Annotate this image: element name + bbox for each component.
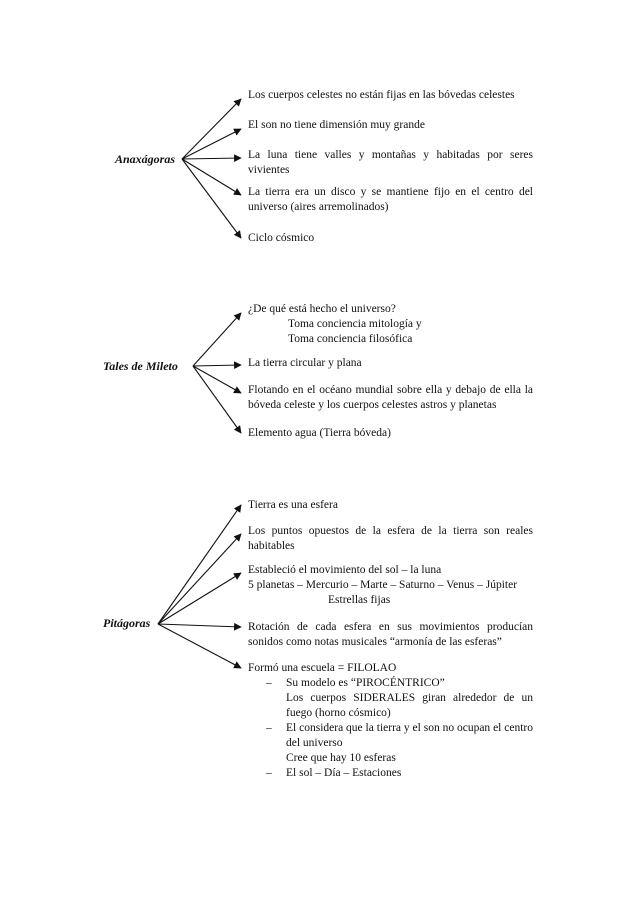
arrow-tales-4	[193, 366, 241, 433]
filolao-list-item	[266, 766, 533, 781]
filolao-list-item	[266, 676, 533, 721]
pitagoras-item-1: Tierra es una esfera	[248, 499, 338, 511]
filolao-list	[248, 676, 533, 781]
pitagoras-item-2: Los puntos opuestos de la esfera de la tierra son reales habitables	[248, 525, 533, 552]
source-anaxagoras: Anaxágoras	[115, 152, 176, 166]
anaxagoras-item-1: Los cuerpos celestes no están fijas en las bóvedas celestes	[248, 89, 515, 101]
arrow-pitagoras-4	[158, 624, 241, 627]
arrow-anaxagoras-2	[182, 129, 241, 159]
pitagoras-item-3-line-1: Estableció el movimiento del sol – la luna	[248, 564, 442, 576]
arrow-anaxagoras-1	[182, 99, 241, 159]
arrow-anaxagoras-4	[182, 159, 241, 195]
filolao-item-1: Su modelo es “PIROCÉNTRICO”	[286, 677, 445, 689]
arrow-pitagoras-3	[158, 573, 241, 624]
filolao-item-2-detail: Cree que hay 10 esferas	[286, 752, 396, 764]
anaxagoras-item-4: La tierra era un disco y se mantiene fijo en el centro del universo (aires arremolinados)	[248, 186, 533, 213]
filolao-list-item	[266, 721, 533, 766]
anaxagoras-item-5: Ciclo cósmico	[248, 232, 315, 244]
arrow-pitagoras-2	[158, 534, 241, 624]
arrow-tales-3	[193, 366, 241, 393]
arrow-anaxagoras-5	[182, 159, 241, 238]
filolao-item-1-detail: Los cuerpos SIDERALES giran alrededor de un fuego (horno cósmico)	[286, 692, 533, 719]
arrow-anaxagoras-3	[182, 158, 241, 159]
filolao-item-3: El sol – Día – Estaciones	[286, 767, 402, 779]
pitagoras-item-3-line-3: Estrellas fijas	[328, 594, 391, 606]
tales-item-1-line-3: Toma conciencia filosófica	[288, 333, 413, 345]
pitagoras-item-3-line-2: 5 planetas – Mercurio – Marte – Saturno – Venus – Júpiter	[248, 579, 518, 591]
dash-bullet: –	[266, 767, 272, 779]
anaxagoras-item-3: La luna tiene valles y montañas y habitadas por seres vivientes	[248, 149, 533, 176]
pitagoras-item-4: Rotación de cada esfera en sus movimientos producían sonidos como notas musicales “armonía de las esferas”	[248, 621, 533, 648]
filolao-item-2: El considera que la tierra y el son no ocupan el centro del universo	[286, 722, 533, 749]
tales-item-2: La tierra circular y plana	[248, 357, 362, 369]
anaxagoras-item-2: El son no tiene dimensión muy grande	[248, 119, 425, 131]
source-tales-de-mileto: Tales de Mileto	[103, 359, 178, 373]
arrow-pitagoras-5	[158, 624, 241, 668]
pitagoras-item-5-heading: Formó una escuela = FILOLAO	[248, 662, 397, 674]
source-pitagoras: Pitágoras	[103, 616, 151, 630]
tales-item-1-line-1: ¿De qué está hecho el universo?	[248, 303, 396, 315]
arrow-pitagoras-1	[158, 505, 241, 624]
tales-item-1-line-2: Toma conciencia mitología y	[288, 318, 422, 330]
dash-bullet: –	[266, 677, 272, 689]
tales-item-1	[248, 302, 533, 347]
tales-item-4: Elemento agua (Tierra bóveda)	[248, 427, 391, 439]
arrow-tales-1	[193, 313, 241, 366]
tales-item-3: Flotando en el océano mundial sobre ella y debajo de ella la bóveda celeste y los cuerpos celestes astros y planetas	[248, 384, 533, 411]
dash-bullet: –	[266, 722, 272, 734]
pitagoras-item-5	[248, 661, 533, 781]
pitagoras-item-3	[248, 563, 533, 608]
arrow-tales-2	[193, 365, 241, 366]
